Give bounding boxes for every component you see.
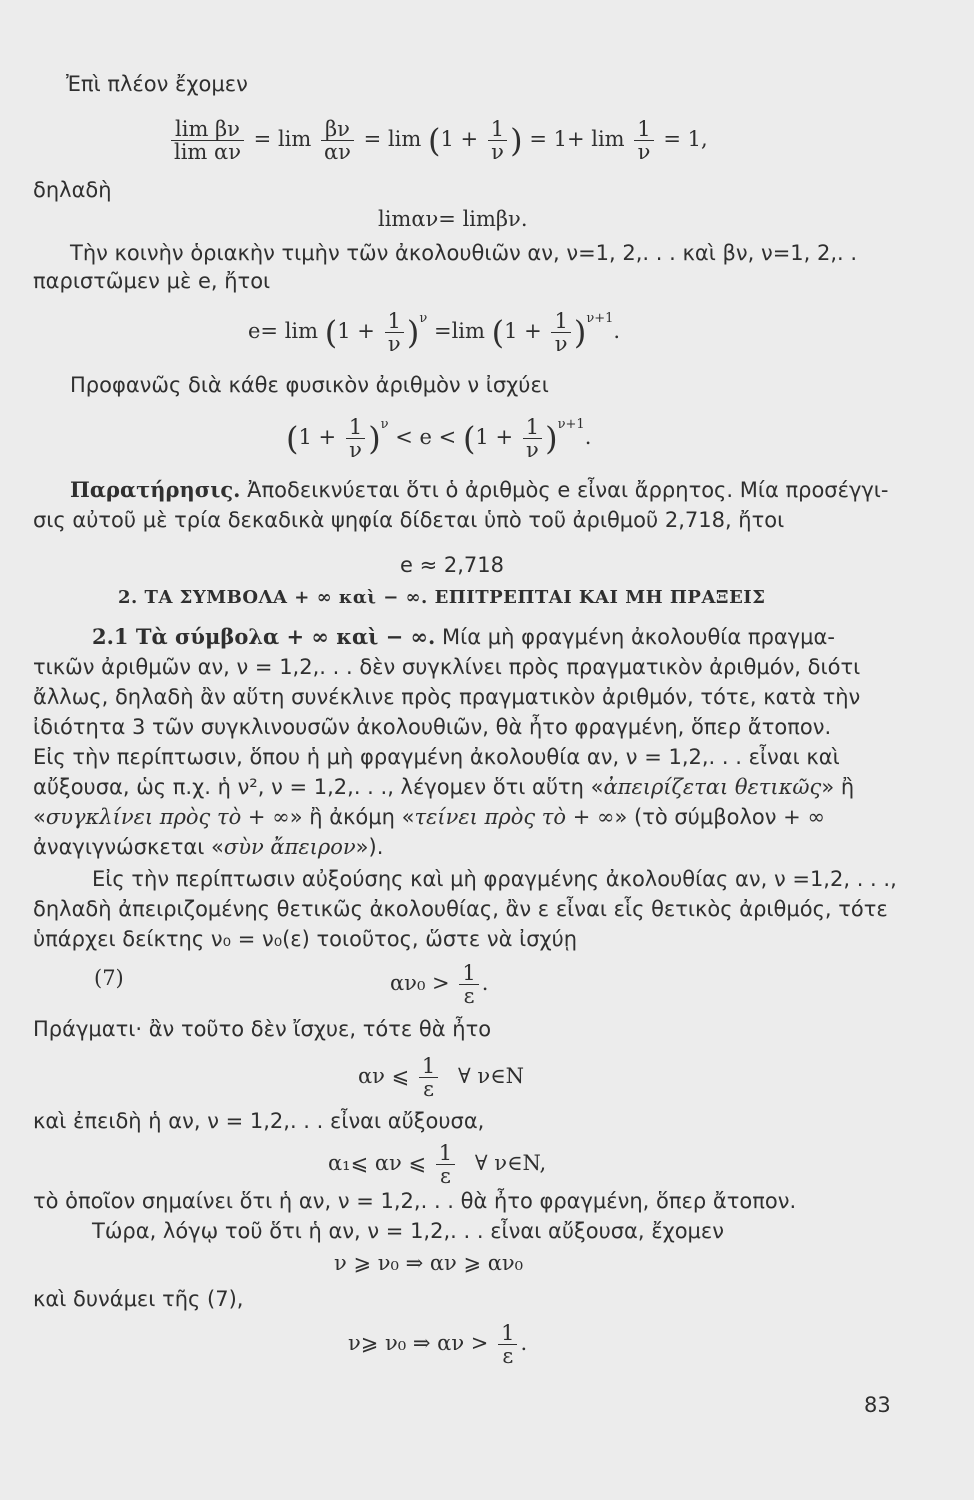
italic-term: τείνει πρὸς τὸ + ∞ bbox=[414, 805, 615, 829]
equation-bound bbox=[358, 1055, 524, 1100]
text-part: » ἢ ἀκόμη « bbox=[289, 805, 415, 829]
frac-den: ν bbox=[387, 332, 401, 356]
frac-den: ν bbox=[526, 438, 539, 462]
remark-title: Παρατήρησις. bbox=[70, 477, 241, 502]
italic-term: συγκλίνει πρὸς τὸ + ∞ bbox=[45, 805, 290, 829]
eq-dot: . bbox=[481, 971, 489, 995]
frac-num: 1 bbox=[459, 962, 478, 985]
text-line: Ἐπὶ πλέον ἔχομεν bbox=[66, 72, 248, 96]
text-line: καὶ δυνάμει τῆς (7), bbox=[33, 1287, 244, 1311]
text-part: » ἢ bbox=[821, 775, 855, 799]
eq-dot: . bbox=[584, 425, 592, 449]
text-part: « bbox=[33, 805, 46, 829]
text-part: »). bbox=[355, 835, 384, 859]
text-line: Τώρα, λόγῳ τοῦ ὅτι ἡ αν, ν = 1,2,. . . εἶναι αὔξουσα, ἔχομεν bbox=[92, 1219, 724, 1243]
text-line: ἄλλως, δηλαδὴ ἂν αὕτη συνέκλινε πρὸς πραγματικὸν ἀριθμόν, τότε, κατὰ τὴν bbox=[33, 685, 861, 709]
one-plus: 1 + bbox=[440, 127, 479, 151]
frac-den: ε bbox=[423, 1077, 435, 1101]
section-heading: 2. ΤΑ ΣΥΜΒΟΛΑ + ∞ καὶ − ∞. ΕΠΙΤΡΕΠΤΑΙ ΚΑΙ ΜΗ ΠΡΑΞΕΙΣ bbox=[118, 587, 766, 608]
eq-part: 1 + bbox=[337, 319, 375, 343]
subsection-title: 2.1 Τὰ σύμβολα + ∞ καὶ − ∞. bbox=[92, 624, 436, 649]
lim-text: lim bbox=[277, 127, 312, 151]
frac-num: 1 bbox=[436, 1142, 455, 1165]
text-part: ἀναγιγνώσκεται « bbox=[33, 835, 224, 859]
frac-den: ν bbox=[491, 140, 504, 164]
frac-num: 1 bbox=[634, 118, 653, 141]
frac-den: αν bbox=[324, 140, 351, 164]
text-line: δηλαδὴ ἀπειριζομένης θετικῶς ἀκολουθίας, ἂν ε εἶναι εἷς θετικὸς ἀριθμός, τότε bbox=[33, 897, 888, 921]
text-line: σις αὐτοῦ μὲ τρία δεκαδικὰ ψηφία δίδεται ὑπὸ τοῦ ἀριθμοῦ 2,718, ἤτοι bbox=[33, 508, 785, 532]
text-line bbox=[33, 774, 854, 800]
text-line: Εἰς τὴν περίπτωσιν αὐξούσης καὶ μὴ φραγμένης ἀκολουθίας αν, ν =1,2, . . ., bbox=[92, 867, 897, 891]
frac-den: ε bbox=[463, 984, 475, 1008]
text-line: τὸ ὁποῖον σημαίνει ὅτι ἡ αν, ν = 1,2,. . . θὰ ἦτο φραγμένη, ὅπερ ἄτοπον. bbox=[33, 1189, 797, 1213]
frac-num: 1 bbox=[498, 1322, 517, 1345]
eq-sign: = bbox=[253, 127, 272, 151]
frac-num: 1 bbox=[385, 310, 404, 333]
frac-num: βν bbox=[321, 118, 354, 141]
text-line bbox=[33, 834, 383, 860]
frac-den: ε bbox=[502, 1344, 514, 1368]
text-line: καὶ ἐπειδὴ ἡ αν, ν = 1,2,. . . εἶναι αὔξουσα, bbox=[33, 1109, 485, 1133]
text-line: ὑπάρχει δείκτης ν₀ = ν₀(ε) τοιοῦτος, ὥστε νὰ ἰσχύῃ bbox=[33, 927, 578, 951]
text-line: παριστῶμεν μὲ e, ἤτοι bbox=[33, 269, 271, 293]
exponent: ν+1 bbox=[586, 311, 614, 326]
equation-implication: ν ⩾ ν₀ ⇒ αν ⩾ αν₀ bbox=[334, 1251, 524, 1275]
italic-term: σὺν ἄπειρον bbox=[223, 835, 356, 859]
text-line: δηλαδὴ bbox=[33, 178, 112, 202]
equation-final bbox=[348, 1322, 527, 1367]
eq-dot: . bbox=[520, 1331, 528, 1355]
frac-num: lim βν bbox=[171, 118, 244, 141]
exponent: ν bbox=[380, 417, 389, 432]
eq-dot: . bbox=[613, 319, 621, 343]
eq-end: = 1, bbox=[663, 127, 708, 151]
exponent: ν bbox=[419, 311, 428, 326]
text-line: τικῶν ἀριθμῶν αν, ν = 1,2,. . . δὲν συγκλίνει πρὸς πραγματικὸν ἀριθμόν, διότι bbox=[33, 655, 861, 679]
text-part: » (τὸ σύμβολον + ∞ bbox=[614, 805, 825, 829]
eq-part: =lim bbox=[434, 319, 485, 343]
eq-part: ∀ ν∈N, bbox=[474, 1151, 547, 1175]
equation-e-bounds: (1 + $\frac{1}{\nu}$ )$^\nu$ < e < (1 + $\frac{1}{\nu}$ )$^{\nu+1}$. bbox=[286, 415, 592, 462]
eq-part: αν₀ > bbox=[390, 971, 450, 995]
eq-part: α₁⩽ αν ⩽ bbox=[328, 1151, 427, 1175]
paragraph-text: Μία μὴ φραγμένη ἀκολουθία πραγμα- bbox=[435, 625, 835, 649]
remark-text: Ἀποδεικνύεται ὅτι ὁ ἀριθμὸς e εἶναι ἄρρητος. Μία προσέγγι- bbox=[240, 478, 889, 502]
frac-den: ε bbox=[440, 1164, 451, 1188]
eq-part: ν⩾ ν₀ ⇒ αν > bbox=[348, 1331, 489, 1355]
eq-part: 1 + bbox=[475, 425, 514, 449]
eq-part: e= lim bbox=[248, 319, 319, 343]
equation-e-definition: e= lim (1 + $\frac{1}{\nu}$ )$^\nu$ =lim (1 + $\frac{1}{\nu}$ )$^{\nu+1}$. bbox=[248, 309, 621, 356]
subsection-line bbox=[92, 624, 835, 650]
frac-num: 1 bbox=[551, 310, 570, 333]
eq-part: ∀ ν∈N bbox=[457, 1064, 525, 1088]
frac-num: 1 bbox=[488, 118, 507, 141]
eq-part: < e < bbox=[395, 425, 457, 449]
text-part: αὔξουσα, ὡς π.χ. ἡ ν², ν = 1,2,. . ., λέγομεν ὅτι αὕτη « bbox=[33, 775, 604, 799]
frac-num: 1 bbox=[419, 1055, 438, 1078]
frac-num: 1 bbox=[346, 416, 365, 439]
equation-7 bbox=[390, 962, 488, 1007]
frac-den: ν bbox=[554, 332, 568, 356]
frac-den: ν bbox=[349, 438, 362, 462]
text-line: Εἰς τὴν περίπτωσιν, ὅπου ἡ μὴ φραγμένη ἀκολουθία αν, ν = 1,2,. . . εἶναι καὶ bbox=[33, 745, 840, 769]
italic-term: ἀπειρίζεται θετικῶς bbox=[603, 775, 822, 799]
frac-num: 1 bbox=[523, 416, 542, 439]
equation-approx: e ≈ 2,718 bbox=[400, 553, 504, 577]
eq-part: 1 + bbox=[298, 425, 337, 449]
remark-line bbox=[70, 477, 889, 503]
text-line: ἰδιότητα 3 τῶν συγκλινουσῶν ἀκολουθιῶν, θὰ ἦτο φραγμένη, ὅπερ ἄτοπον. bbox=[33, 715, 832, 739]
equation-tag: (7) bbox=[94, 966, 124, 990]
frac-den: lim αν bbox=[174, 140, 241, 164]
text-line bbox=[33, 804, 825, 830]
eq-part: αν ⩽ bbox=[358, 1064, 410, 1088]
equation-bounded bbox=[328, 1142, 546, 1187]
page-number: 83 bbox=[864, 1393, 891, 1417]
equation-lim-equal: limαν= limβν. bbox=[378, 207, 528, 231]
lim-text: lim bbox=[387, 127, 422, 151]
frac-den: ν bbox=[637, 140, 651, 164]
exponent: ν+1 bbox=[557, 417, 585, 432]
text-line: Προφανῶς διὰ κάθε φυσικὸν ἀριθμὸν ν ἰσχύει bbox=[70, 373, 549, 397]
text-line: Πράγματι· ἂν τοῦτο δὲν ἴσχυε, τότε θὰ ἦτο bbox=[33, 1017, 492, 1041]
eq-part: 1 + bbox=[504, 319, 542, 343]
eq-sign: = bbox=[363, 127, 382, 151]
text-line: Τὴν κοινὴν ὁριακὴν τιμὴν τῶν ἀκολουθιῶν αν, ν=1, 2,. . . καὶ βν, ν=1, 2,. . bbox=[70, 241, 858, 265]
eq-rest: = 1+ lim bbox=[529, 127, 625, 151]
equation-ratio-limits: $\frac{\text{lim βν}}{\text{lim αν}}$ = lim $\frac{\beta\nu}{\alpha\nu}$ = lim (1 + $\frac{1}{\nu}$ ) = 1+ lim $\frac{1}{\nu}$ = 1, bbox=[168, 118, 708, 163]
